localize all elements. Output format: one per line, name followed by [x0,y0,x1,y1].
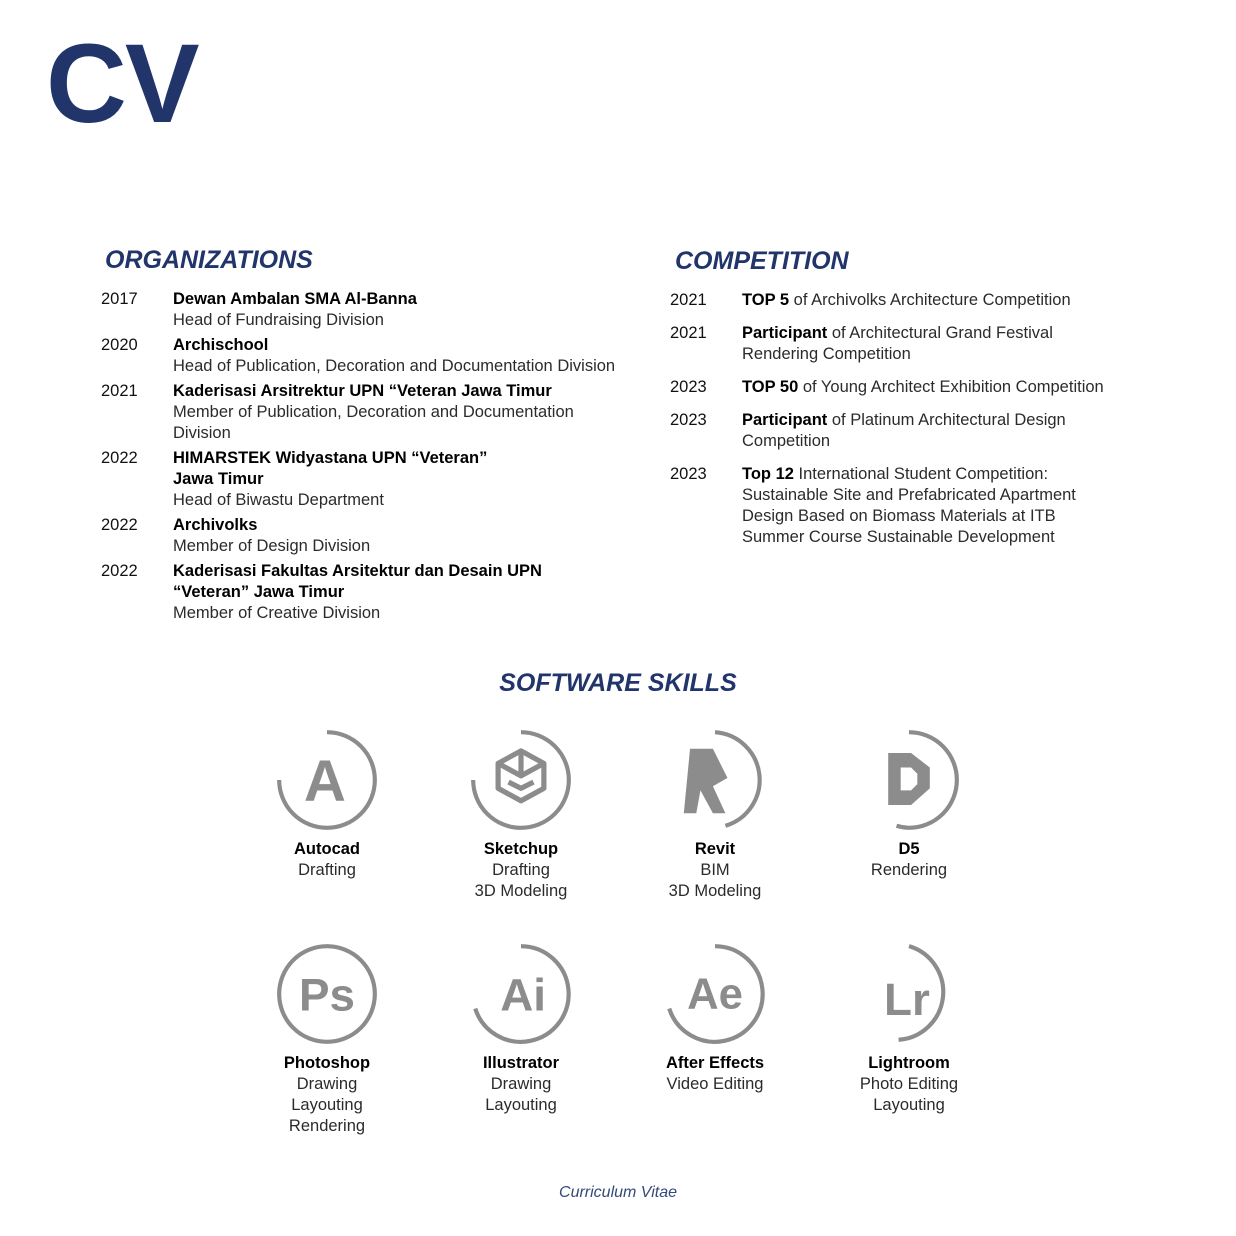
organization-entry [101,561,621,624]
skill-use: 3D Modeling [474,882,568,900]
footer-caption: Curriculum Vitae [559,1184,677,1201]
d5-icon [857,728,961,832]
skill-use: Rendering [870,861,948,879]
organization-name: Kaderisasi Arsitrektur UPN “Veteran Jawa Timur [173,382,552,400]
organization-name: Archischool [173,336,269,354]
entry-year: 2017 [101,290,138,308]
competition-rank: TOP 5 [742,291,790,309]
organization-entry [101,381,621,444]
svg-text:Ai: Ai [500,969,546,1021]
entry-body [742,323,1082,365]
entry-body [173,381,621,444]
entry-year: 2023 [670,411,707,429]
skill-use: Layouting [873,1096,945,1114]
organization-name: Dewan Ambalan SMA Al-Banna [173,290,417,308]
skill-photoshop [230,942,424,1142]
organization-name: Archivolks [173,516,258,534]
entry-body [173,289,621,331]
software-skills-grid [230,728,1006,1142]
svg-text:Ps: Ps [299,969,355,1021]
organizations-heading: ORGANIZATIONS [105,246,313,274]
skill-use: 3D Modeling [668,882,762,900]
skill-name: Photoshop [283,1054,371,1072]
skill-use: Drawing [296,1075,358,1093]
entry-year: 2022 [101,449,138,467]
organization-role: Head of Publication, Decoration and Documentation Division [173,357,616,375]
entry-body [742,377,1140,398]
competition-entry [670,377,1140,398]
software-skills-heading: SOFTWARE SKILLS [499,669,737,697]
skill-use: Video Editing [666,1075,764,1093]
revit-icon [663,728,767,832]
skill-use: Layouting [291,1096,363,1114]
competition-entry [670,464,1140,548]
organization-entry [101,448,621,511]
entry-body [742,410,1092,452]
entry-year: 2023 [670,378,707,396]
entry-year: 2021 [670,291,707,309]
skill-illustrator [424,942,618,1142]
skill-use: Rendering [288,1117,366,1135]
skill-d5 [812,728,1006,928]
skill-name: Sketchup [483,840,559,858]
competition-rank: Top 12 [742,465,794,483]
skill-name: Illustrator [482,1054,560,1072]
skill-after-effects [618,942,812,1142]
svg-text:Lr: Lr [884,973,930,1025]
organization-role: Member of Publication, Decoration and Documentation Division [173,403,574,442]
illustrator-icon [469,942,573,1046]
competition-rank: TOP 50 [742,378,799,396]
entry-body [173,515,621,557]
skill-use: Photo Editing [859,1075,959,1093]
organization-entry [101,335,621,377]
page-title: CV [46,21,198,146]
entry-body [742,290,1140,311]
skill-name: Autocad [294,840,360,858]
after-effects-icon [663,942,767,1046]
skill-name: Lightroom [868,1054,950,1072]
skill-sketchup [424,728,618,928]
skill-name: Revit [694,840,736,858]
skill-revit [618,728,812,928]
organization-role: Head of Fundraising Division [173,311,384,329]
skill-autocad [230,728,424,928]
entry-body [173,448,518,511]
organization-name: Kaderisasi Fakultas Arsitektur dan Desain UPN “Veteran” Jawa Timur [173,562,542,601]
skill-use: Drafting [298,861,356,879]
svg-text:Ae: Ae [687,969,743,1019]
skill-lightroom [812,942,1006,1142]
entry-year: 2021 [670,324,707,342]
competition-description: of Young Architect Exhibition Competition [798,378,1104,396]
autocad-icon [275,728,379,832]
competition-entry [670,290,1140,311]
skill-use: BIM [700,861,730,879]
skill-use: Drafting [492,861,550,879]
entry-year: 2022 [101,562,138,580]
organization-name: HIMARSTEK Widyastana UPN “Veteran” Jawa Timur [173,449,488,488]
photoshop-icon [275,942,379,1046]
organizations-list [101,289,621,628]
organization-role: Member of Design Division [173,537,371,555]
competition-list [670,290,1140,560]
competition-description: of Architectural Grand Festival Rendering Competition [742,324,1053,363]
skill-use: Layouting [485,1096,557,1114]
competition-rank: Participant [742,411,828,429]
skill-name: After Effects [665,1054,765,1072]
skill-use: Drawing [490,1075,552,1093]
competition-rank: Participant [742,324,828,342]
competition-description: of Archivolks Architecture Competition [789,291,1071,309]
entry-year: 2020 [101,336,138,354]
competition-description: International Student Competition: Sustainable Site and Prefabricated Apartment Design Based on Biomass Materials at ITB Summer Course Sustainable Development [742,465,1076,546]
organization-role: Member of Creative Division [173,604,381,622]
entry-body [173,335,621,377]
organization-entry [101,289,621,331]
competition-entry [670,410,1140,452]
lightroom-icon [857,942,961,1046]
entry-year: 2021 [101,382,138,400]
organization-role: Head of Biwastu Department [173,491,384,509]
svg-text:A: A [303,748,346,814]
entry-year: 2022 [101,516,138,534]
entry-body [173,561,573,624]
competition-description: of Platinum Architectural Design Competition [742,411,1066,450]
competition-heading: COMPETITION [675,247,849,275]
entry-body [742,464,1107,548]
sketchup-icon [469,728,573,832]
entry-year: 2023 [670,465,707,483]
competition-entry [670,323,1140,365]
organization-entry [101,515,621,557]
skill-name: D5 [898,840,920,858]
